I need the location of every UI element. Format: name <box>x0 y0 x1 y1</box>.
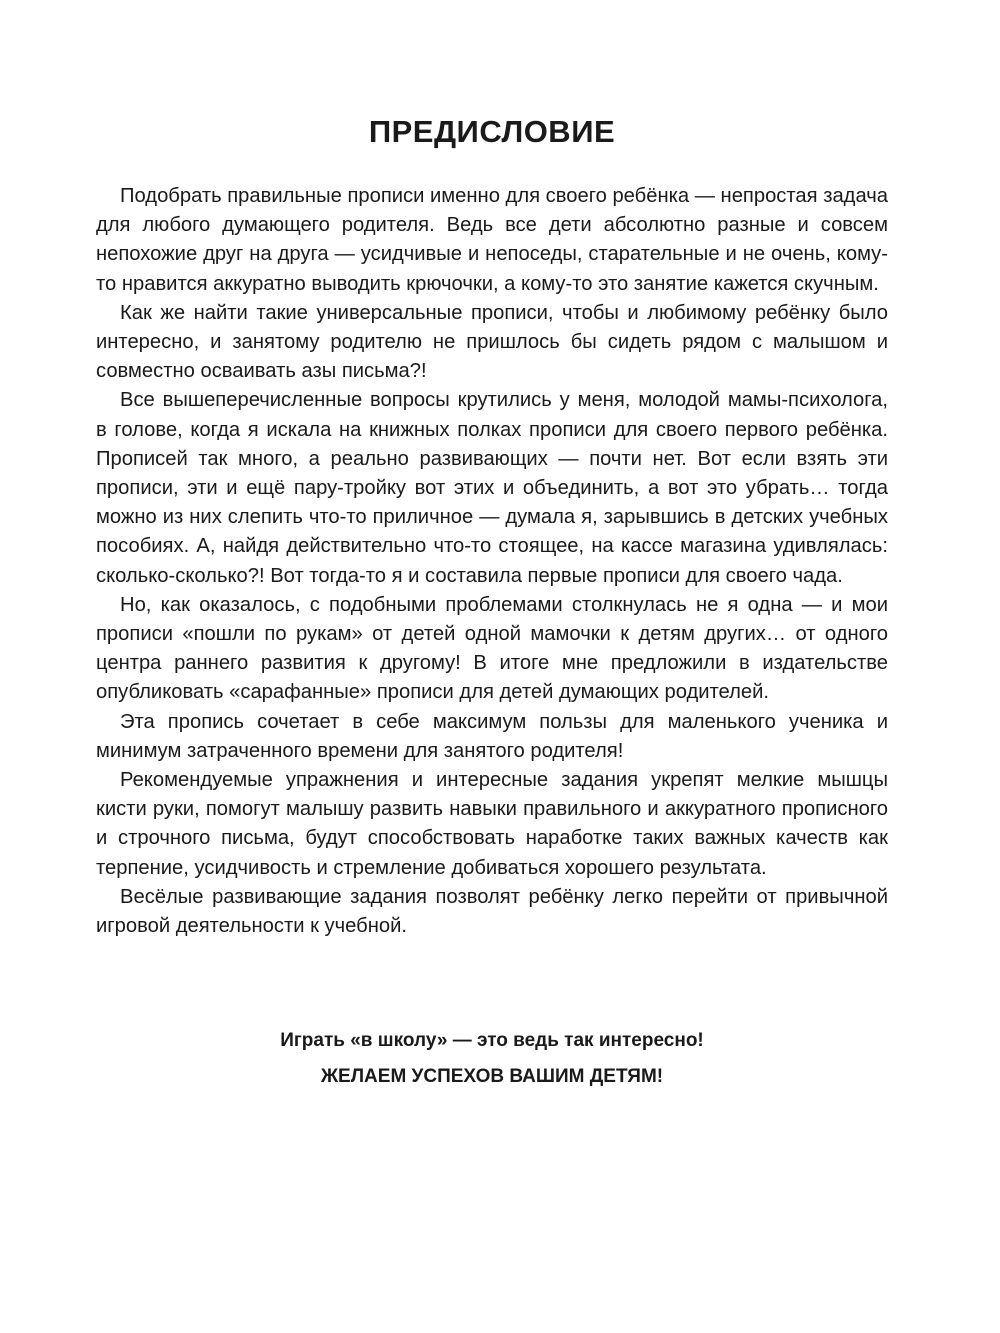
closing-block <box>96 1026 888 1092</box>
closing-line-play: Играть «в школу» — это ведь так интересно! <box>280 1030 704 1051</box>
document-page <box>96 0 888 1333</box>
paragraph: Рекомендуемые упражнения и интересные задания укрепят мелкие мышцы кисти руки, помогут малышу развить навыки правильного и аккуратного прописного и строчного письма, будут способствовать наработке таких важных качеств как терпение, усидчивость и стремление добиваться хорошего результата. <box>96 769 888 879</box>
page-title: ПРЕДИСЛОВИЕ <box>368 114 616 149</box>
paragraph: Как же найти такие универсальные прописи, чтобы и любимому ребёнку было интересно, и занятому родителю не пришлось бы сидеть рядом с малышом и совместно осваивать азы письма?! <box>96 301 888 383</box>
paragraph: Но, как оказалось, с подобными проблемами столкнулась не я одна — и мои прописи «пошли по рукам» от детей одной мамочки к детям других… от одного центра раннего развития к другому! В итоге мне предложили в издательстве опубликовать «сарафанные» прописи для детей думающих родителей. <box>96 593 888 704</box>
paragraph: Все вышеперечисленные вопросы крутились у меня, молодой мамы-психолога, в голове, когда я искала на книжных полках прописи для своего первого ребёнка. Прописей так много, а реально развивающих — почти нет. Вот если взять эти прописи, эти и ещё пару-тройку вот этих и объединить, а вот это убрать… тогда можно из них слепить что-то приличное — думала я, зарывшись в детских учебных пособиях. А, найдя действительно что-то стоящее, на кассе магазина удивлялась: сколько-сколько?! Вот тогда-то я и составила первые прописи для своего чада. <box>96 389 888 587</box>
closing-line-wishes: ЖЕЛАЕМ УСПЕХОВ ВАШИМ ДЕТЯМ! <box>320 1066 664 1087</box>
paragraph: Подобрать правильные прописи именно для своего ребёнка — непростая задача для любого думающего родителя. Ведь все дети абсолютно разные и совсем непохожие друг на друга — усидчивые и непоседы, старательные и не очень, кому-то нравится аккуратно выводить крючочки, а кому-то это занятие кажется скучным. <box>96 185 888 295</box>
paragraph: Эта пропись сочетает в себе максимум пользы для маленького ученика и минимум затраченного времени для занятого родителя! <box>96 710 888 762</box>
preface-body <box>96 182 888 941</box>
paragraph: Весёлые развивающие задания позволят ребёнку легко перейти от привычной игровой деятельности к учебной. <box>96 885 888 938</box>
